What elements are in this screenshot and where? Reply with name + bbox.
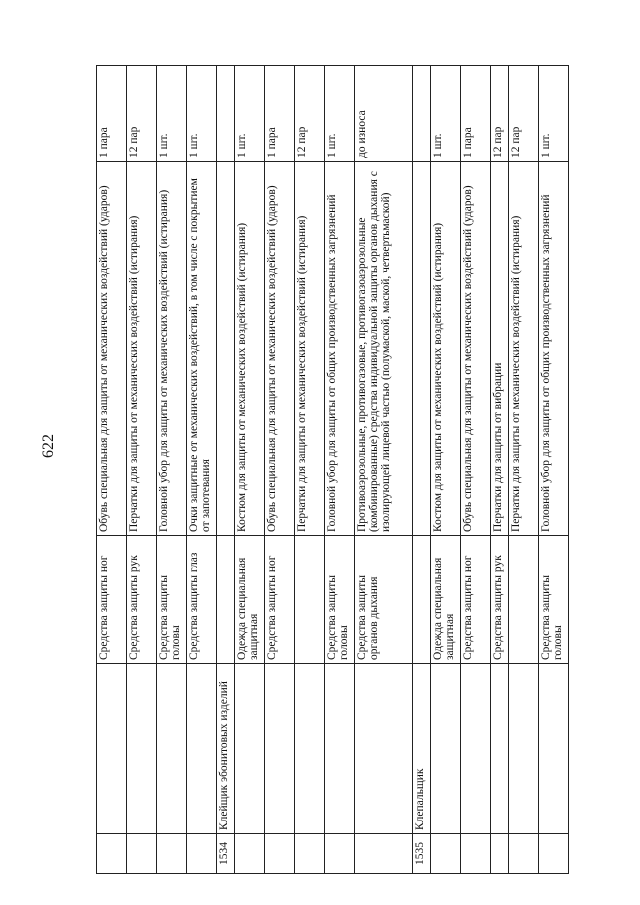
ppe-type-cell <box>413 536 431 664</box>
table-row <box>431 66 461 874</box>
ppe-table <box>96 65 569 874</box>
table-row <box>325 66 355 874</box>
ppe-type-cell <box>217 536 235 664</box>
row-number-cell <box>97 834 127 874</box>
table-row <box>97 66 127 874</box>
rotated-sheet <box>96 66 564 874</box>
ppe-item-cell: Головной убор для защиты от общих производственных загрязнений <box>539 162 569 536</box>
quantity-cell: 1 шт. <box>187 66 217 162</box>
table-row <box>413 66 431 874</box>
quantity-cell: 12 пар <box>127 66 157 162</box>
row-number-cell <box>325 834 355 874</box>
table-row <box>187 66 217 874</box>
quantity-cell: 1 шт. <box>157 66 187 162</box>
ppe-type-cell: Средства защиты глаз <box>187 536 217 664</box>
profession-cell <box>355 664 413 834</box>
ppe-type-cell <box>295 536 325 664</box>
row-number-cell <box>235 834 265 874</box>
row-number-cell <box>127 834 157 874</box>
quantity-cell: 1 шт. <box>539 66 569 162</box>
profession-cell: Клейщик эбонитовых изделий <box>217 664 235 834</box>
ppe-item-cell: Обувь специальная для защиты от механических воздействий (ударов) <box>97 162 127 536</box>
row-number-cell <box>431 834 461 874</box>
ppe-item-cell: Обувь специальная для защиты от механических воздействий (ударов) <box>461 162 491 536</box>
quantity-cell: 1 шт. <box>431 66 461 162</box>
ppe-item-cell: Обувь специальная для защиты от механических воздействий (ударов) <box>265 162 295 536</box>
row-number-cell <box>539 834 569 874</box>
ppe-item-cell: Перчатки для защиты от вибрации <box>491 162 509 536</box>
row-number-cell <box>509 834 539 874</box>
ppe-type-cell: Одежда специальная защитная <box>235 536 265 664</box>
quantity-cell: до износа <box>355 66 413 162</box>
quantity-cell: 1 пара <box>461 66 491 162</box>
quantity-cell: 1 пара <box>97 66 127 162</box>
profession-cell: Клепальщик <box>413 664 431 834</box>
ppe-type-cell: Средства защиты ног <box>97 536 127 664</box>
table-row <box>509 66 539 874</box>
table-row <box>265 66 295 874</box>
profession-cell <box>539 664 569 834</box>
profession-cell <box>235 664 265 834</box>
ppe-type-cell: Средства защиты головы <box>325 536 355 664</box>
profession-cell <box>431 664 461 834</box>
ppe-item-cell: Перчатки для защиты от механических воздействий (истирания) <box>127 162 157 536</box>
profession-cell <box>461 664 491 834</box>
table-row <box>127 66 157 874</box>
ppe-type-cell: Средства защиты головы <box>157 536 187 664</box>
row-number-cell <box>295 834 325 874</box>
quantity-cell: 1 пара <box>265 66 295 162</box>
quantity-cell: 1 шт. <box>235 66 265 162</box>
profession-cell <box>127 664 157 834</box>
ppe-table-container <box>96 66 564 874</box>
ppe-item-cell: Костюм для защиты от механических воздействий (истирания) <box>235 162 265 536</box>
ppe-item-cell: Головной убор для защиты от механических воздействий (истирания) <box>157 162 187 536</box>
quantity-cell <box>217 66 235 162</box>
ppe-type-cell: Средства защиты ног <box>461 536 491 664</box>
profession-cell <box>491 664 509 834</box>
ppe-type-cell: Средства защиты рук <box>491 536 509 664</box>
ppe-item-cell <box>413 162 431 536</box>
ppe-type-cell: Средства защиты ног <box>265 536 295 664</box>
table-row <box>157 66 187 874</box>
quantity-cell: 1 шт. <box>325 66 355 162</box>
page-number: 622 <box>40 434 57 458</box>
ppe-type-cell: Средства защиты органов дыхания <box>355 536 413 664</box>
quantity-cell: 12 пар <box>295 66 325 162</box>
row-number-cell: 1535 <box>413 834 431 874</box>
profession-cell <box>97 664 127 834</box>
ppe-item-cell <box>217 162 235 536</box>
profession-cell <box>295 664 325 834</box>
table-row <box>217 66 235 874</box>
table-row <box>295 66 325 874</box>
row-number-cell: 1534 <box>217 834 235 874</box>
row-number-cell <box>491 834 509 874</box>
ppe-type-cell: Средства защиты головы <box>539 536 569 664</box>
table-row <box>355 66 413 874</box>
row-number-cell <box>355 834 413 874</box>
table-row <box>491 66 509 874</box>
row-number-cell <box>157 834 187 874</box>
profession-cell <box>187 664 217 834</box>
ppe-type-cell: Средства защиты рук <box>127 536 157 664</box>
ppe-item-cell: Головной убор для защиты от общих производственных загрязнений <box>325 162 355 536</box>
table-row <box>235 66 265 874</box>
ppe-type-cell <box>509 536 539 664</box>
row-number-cell <box>461 834 491 874</box>
table-row <box>539 66 569 874</box>
ppe-item-cell: Перчатки для защиты от механических воздействий (истирания) <box>509 162 539 536</box>
quantity-cell: 12 пар <box>509 66 539 162</box>
ppe-item-cell: Противоаэрозольные, противогазовые, противогазоаэрозольные (комбинированные) средства индивидуальной защиты органов дыхания с изолирующей лицевой частью (полумаской, маской, четвертьмаской) <box>355 162 413 536</box>
profession-cell <box>325 664 355 834</box>
ppe-item-cell: Перчатки для защиты от механических воздействий (истирания) <box>295 162 325 536</box>
ppe-type-cell: Одежда специальная защитная <box>431 536 461 664</box>
profession-cell <box>509 664 539 834</box>
row-number-cell <box>265 834 295 874</box>
ppe-item-cell: Очки защитные от механических воздействий, в том числе с покрытием от запотевания <box>187 162 217 536</box>
table-row <box>461 66 491 874</box>
row-number-cell <box>187 834 217 874</box>
profession-cell <box>157 664 187 834</box>
quantity-cell <box>413 66 431 162</box>
profession-cell <box>265 664 295 834</box>
ppe-item-cell: Костюм для защиты от механических воздействий (истирания) <box>431 162 461 536</box>
quantity-cell: 12 пар <box>491 66 509 162</box>
